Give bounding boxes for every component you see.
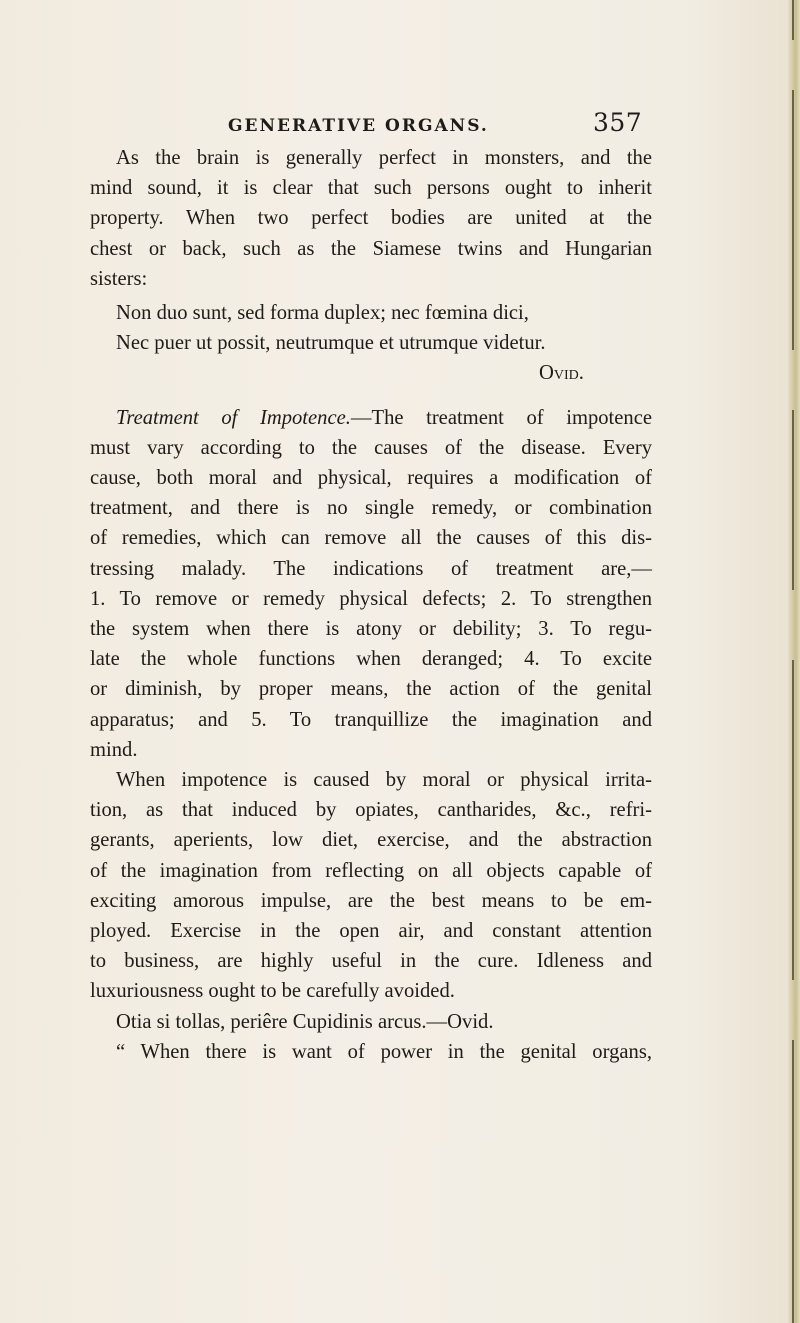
text-line: sisters:: [90, 267, 148, 290]
page-header: [0, 108, 800, 142]
text-line: of remedies, which can remove all the causes of this dis-: [90, 527, 652, 550]
edge-stripe: [792, 1040, 794, 1323]
text-line: exciting amorous impulse, are the best means to be em-: [90, 889, 652, 912]
page-edge: [786, 0, 800, 1323]
text-line: As the brain is generally perfect in monsters, and the: [116, 147, 652, 169]
section-heading-line: [90, 403, 652, 433]
text-line: cause, both moral and physical, requires a modification of: [90, 467, 652, 490]
verse-attribution: Ovid.: [539, 362, 584, 385]
page-number: 357: [593, 108, 643, 137]
edge-stripe: [792, 0, 794, 40]
text-line: gerants, aperients, low diet, exercise, and the abstraction: [90, 829, 652, 852]
text-line: When impotence is caused by moral or physical irrita-: [116, 769, 652, 792]
section-heading: Treatment of Impotence.: [116, 406, 351, 429]
text-line: to business, are highly useful in the cure. Idleness and: [90, 950, 652, 973]
text-line: luxuriousness ought to be carefully avoided.: [90, 980, 455, 1003]
running-head: GENERATIVE ORGANS.: [228, 116, 489, 136]
text-line: 1. To remove or remedy physical defects; 2. To strengthen: [90, 587, 652, 610]
text-line: of the imagination from reflecting on all objects capable of: [90, 859, 652, 882]
edge-stripe: [792, 660, 794, 980]
text-line: the system when there is atony or debility; 3. To regu-: [90, 618, 652, 641]
text-line: or diminish, by proper means, the action of the genital: [90, 678, 652, 701]
text-line: “ When there is want of power in the genital organs,: [116, 1040, 652, 1063]
latin-quote: Otia si tollas, periêre Cupidinis arcus.—Ovid.: [116, 1010, 494, 1033]
verse-line: Non duo sunt, sed forma duplex; nec fœmina dici,: [116, 302, 529, 325]
text-line: mind sound, it is clear that such persons ought to inherit: [90, 177, 652, 200]
text-fragment: —The treatment of impotence: [350, 406, 652, 429]
text-line: tion, as that induced by opiates, cantharides, &c., refri-: [90, 799, 652, 822]
text-line: late the whole functions when deranged; 4. To excite: [90, 648, 652, 671]
spacer: [90, 389, 652, 403]
text-line: ployed. Exercise in the open air, and constant attention: [90, 920, 652, 943]
body-text: [90, 143, 652, 1067]
text-line: treatment, and there is no single remedy, or combination: [90, 497, 652, 520]
text-line: tressing malady. The indications of treatment are,—: [90, 557, 652, 580]
text-line: mind.: [90, 738, 138, 761]
text-line: property. When two perfect bodies are united at the: [90, 207, 652, 230]
text-line: apparatus; and 5. To tranquillize the imagination and: [90, 708, 652, 731]
verse-line: Nec puer ut possit, neutrumque et utrumque videtur.: [116, 332, 546, 355]
text-line: must vary according to the causes of the disease. Every: [90, 436, 652, 459]
edge-stripe: [792, 410, 794, 590]
text-line: chest or back, such as the Siamese twins and Hungarian: [90, 237, 652, 260]
